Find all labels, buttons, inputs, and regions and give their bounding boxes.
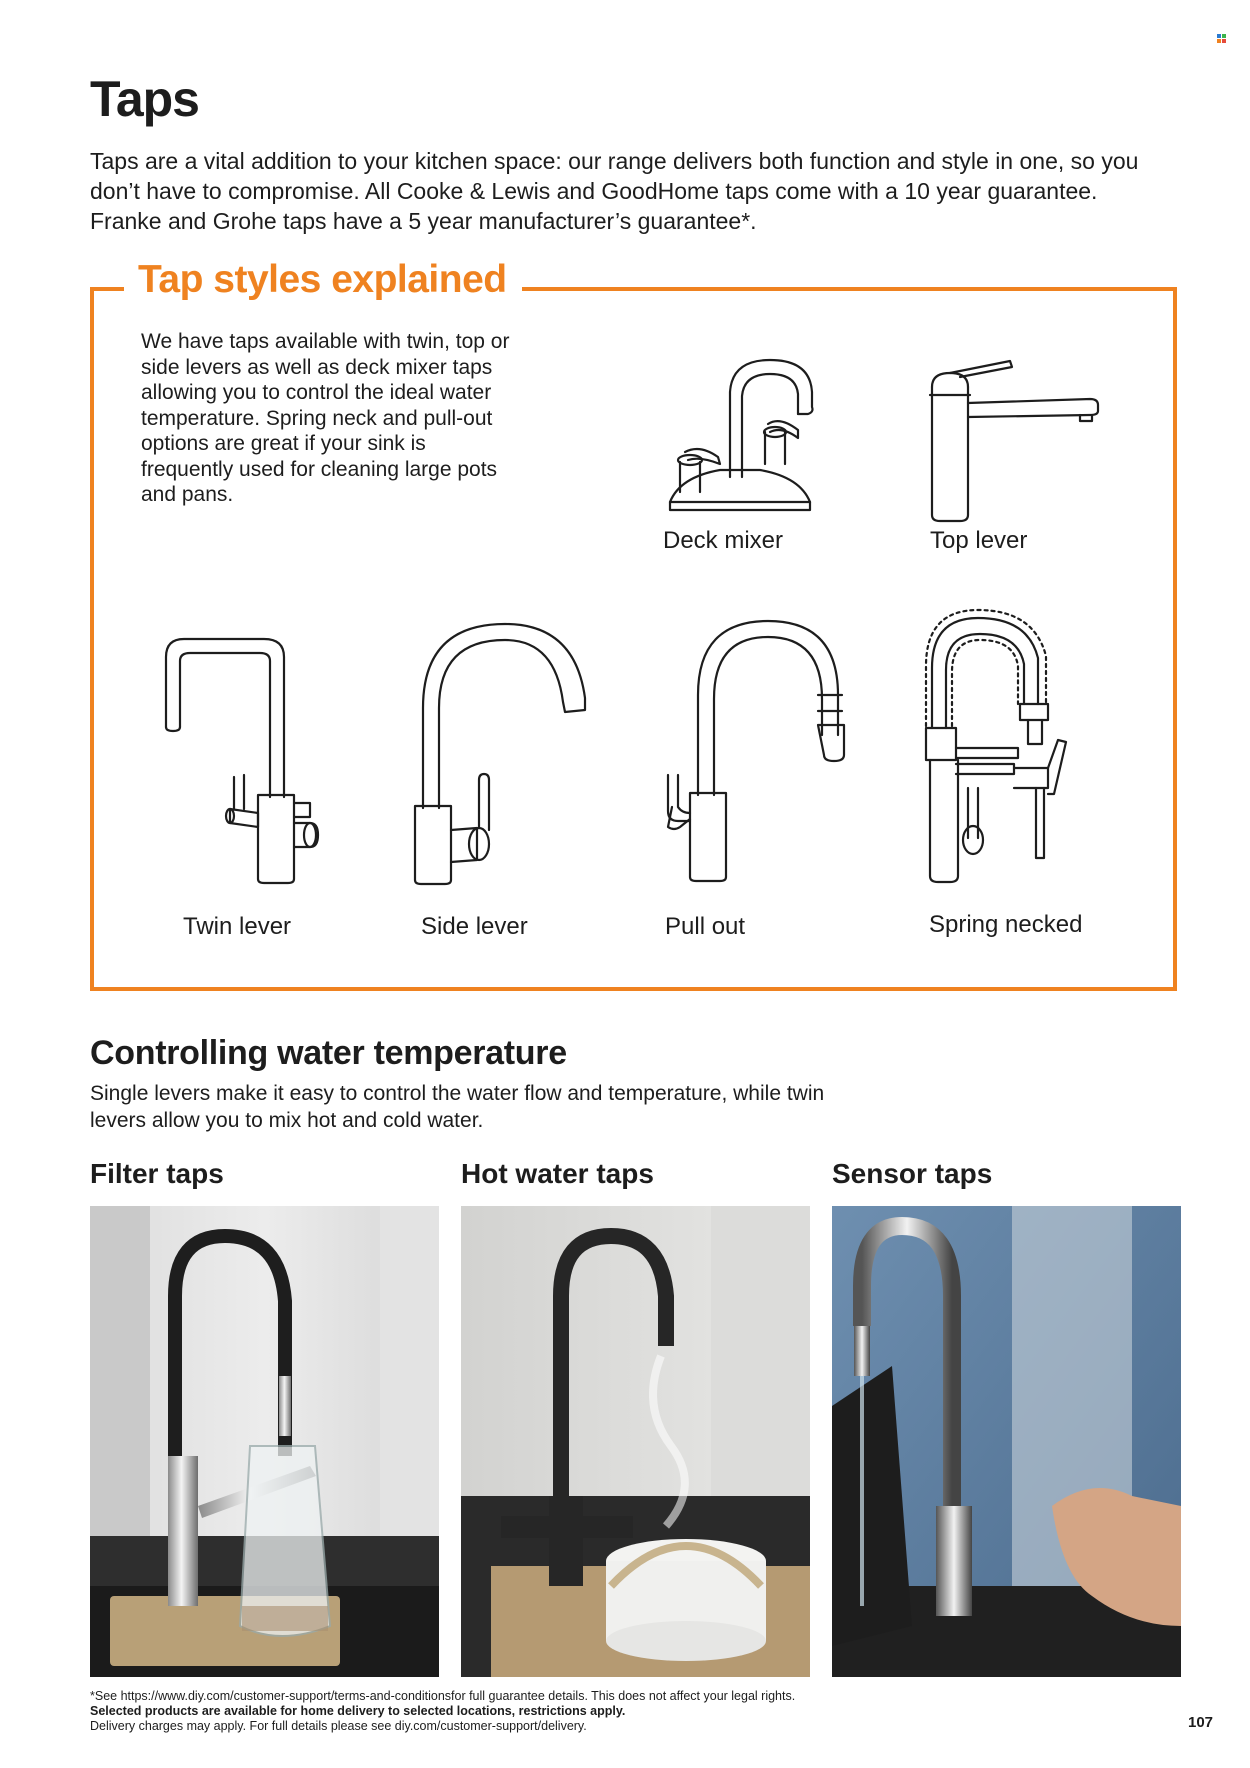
hot-water-tap-photo — [461, 1206, 810, 1677]
delivery-note: Selected products are available for home delivery to selected locations, restrictions apply. — [90, 1704, 626, 1718]
box-border-segment — [90, 287, 124, 291]
deck-mixer-tap-icon — [640, 352, 880, 527]
top-lever-tap-icon — [920, 355, 1120, 530]
tap-label-deck-mixer: Deck mixer — [663, 527, 784, 554]
filter-taps-heading: Filter taps — [90, 1158, 224, 1189]
temperature-text: Single levers make it easy to control the water flow and temperature, while twin levers allow you to mix hot and cold water. — [90, 1082, 825, 1132]
temperature-heading: Controlling water temperature — [90, 1034, 567, 1072]
page-number: 107 — [1188, 1714, 1214, 1731]
box-border-segment — [522, 287, 1177, 291]
tap-label-side-lever: Side lever — [421, 913, 528, 940]
tap-styles-text: We have taps available with twin, top or side levers as well as deck mixer taps allowing you to control the ideal water temperature. Spring neck and pull-out options are great if your sink is frequently used for cleaning large pots and pans. — [141, 330, 510, 506]
tap-styles-title: Tap styles explained — [138, 258, 507, 301]
diy-logo-icon — [1217, 34, 1227, 44]
tap-label-spring-necked: Spring necked — [929, 911, 1083, 938]
sensor-tap-photo — [832, 1206, 1181, 1677]
charges-note: Delivery charges may apply. For full details please see diy.com/customer-support/delivery. — [90, 1719, 587, 1733]
page-title: Taps — [90, 71, 199, 127]
twin-lever-tap-icon — [160, 617, 330, 892]
tap-label-pull-out: Pull out — [665, 913, 746, 940]
hot-water-taps-heading: Hot water taps — [461, 1158, 654, 1189]
spring-necked-tap-icon — [918, 608, 1088, 893]
tap-label-twin-lever: Twin lever — [183, 913, 292, 940]
side-lever-tap-icon — [415, 618, 595, 893]
sensor-taps-heading: Sensor taps — [832, 1158, 993, 1189]
guarantee-note: *See https://www.diy.com/customer-support/terms-and-conditionsfor full guarantee details. This does not affect your legal rights. — [90, 1689, 796, 1703]
filter-tap-photo — [90, 1206, 439, 1677]
intro-paragraph: Taps are a vital addition to your kitchen space: our range delivers both function and style in one, so you don’t have to compromise. All Cooke & Lewis and GoodHome taps come with a 10 year guarantee. Franke and Grohe taps have a 5 year manufacturer’s guarantee*. — [90, 148, 1139, 234]
tap-label-top-lever: Top lever — [930, 527, 1028, 554]
pull-out-tap-icon — [658, 615, 848, 890]
footer-notes — [90, 1689, 990, 1734]
